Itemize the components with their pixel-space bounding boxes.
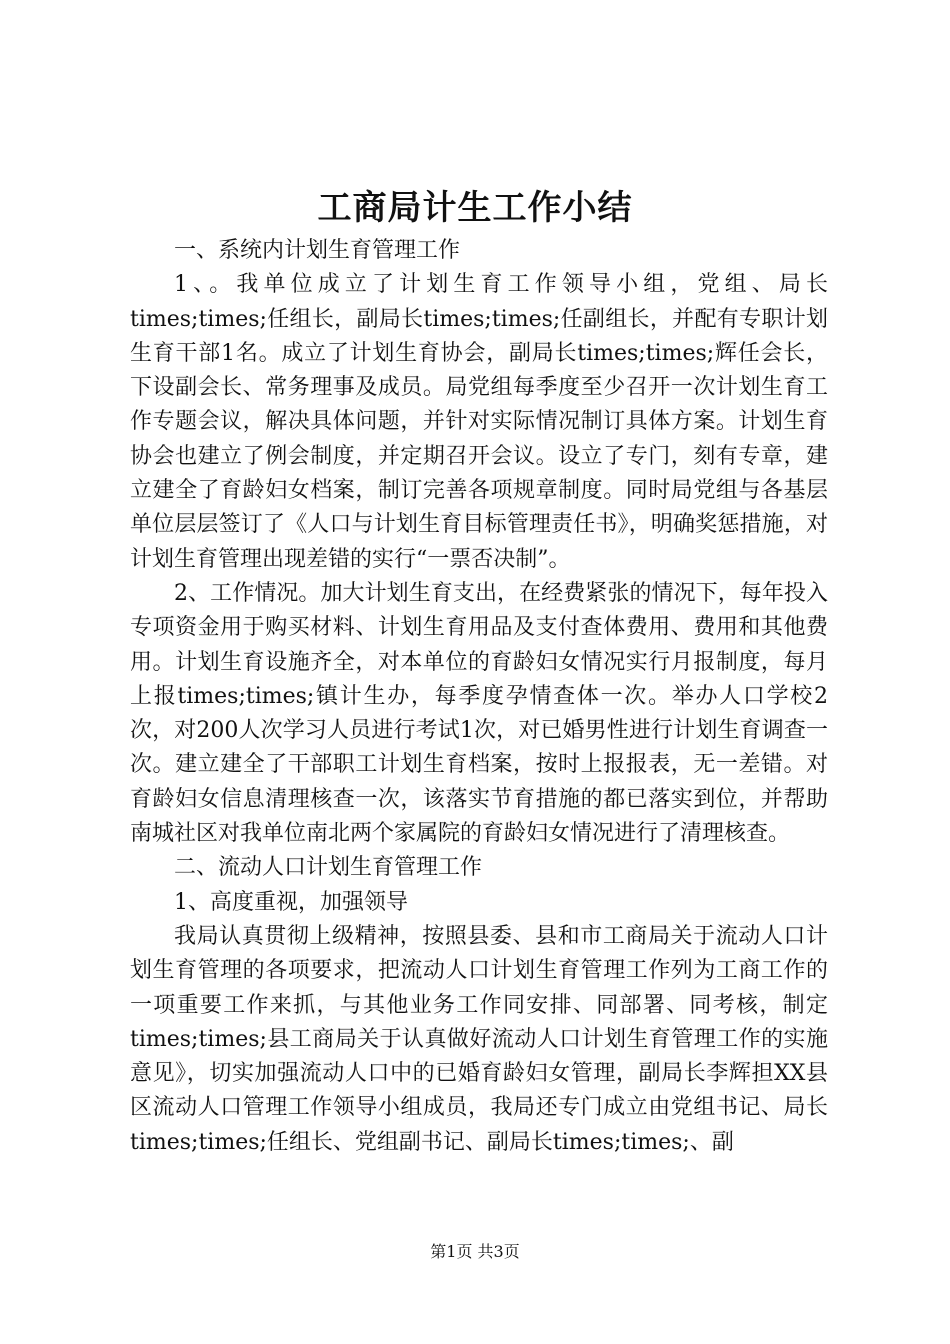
document-title: 工商局计生工作小结 [317,188,633,228]
section-heading-1: 一、系统内计划生育管理工作 [174,238,461,263]
section-heading-2: 二、流动人口计划生育管理工作 [174,855,483,881]
subheading-1: 1、高度重视，加强领导 [174,889,408,915]
paragraph-3: 我局认真贯彻上级精神，按照县委、县和市工商局关于流动人口计划生育管理的各项要求，把流动人口计划生育管理工作列为工商工作的一项重要工作来抓，与其他业务工作同安排、同部署、同考核，制定times;times;县工商局关于认真做好流动人口计划生育管理工作的实施意见》，切实加强流动人口中的已婚育龄妇女管理，副局长李辉担XX县区流动人口管理工作领导小组成员，我局还专门成立由党组书记、局长times;times;任组长、党组副书记、副局长times;times;、副 [130,923,828,1155]
page-footer: 第1页 共3页 [430,1242,520,1261]
paragraph-1: 1、。我单位成立了计划生育工作领导小组，党组、局长times;times;任组长，副局长times;times;任副组长，并配有专职计划生育干部1名。成立了计划生育协会，副局长times;times;辉任会长，下设副会长、常务理事及成员。局党组每季度至少召开一次计划生育工作专题会议，解决具体问题，并针对实际情况制订具体方案。计划生育协会也建立了例会制度，并定期召开会议。设立了专门，刻有专章，建立建全了育龄妇女档案，制订完善各项规章制度。同时局党组与各基层单位层层签订了《人口与计划生育目标管理责任书》，明确奖惩措施，对计划生育管理出现差错的实行“一票否决制”。 [130,272,828,572]
paragraph-2: 2、工作情况。加大计划生育支出，在经费紧张的情况下，每年投入专项资金用于购买材料、计划生育用品及支付查体费用、费用和其他费用。计划生育设施齐全，对本单位的育龄妇女情况实行月报制度，每月上报times;times;镇计生办，每季度孕情查体一次。举办人口学校2次，对200人次学习人员进行考试1次，对已婚男性进行计划生育调查一次。建立建全了干部职工计划生育档案，按时上报报表，无一差错。对育龄妇女信息清理核查一次，该落实节育措施的都已落实到位，并帮助南城社区对我单位南北两个家属院的育龄妇女情况进行了清理核查。 [130,580,828,847]
document-body [130,234,828,1160]
